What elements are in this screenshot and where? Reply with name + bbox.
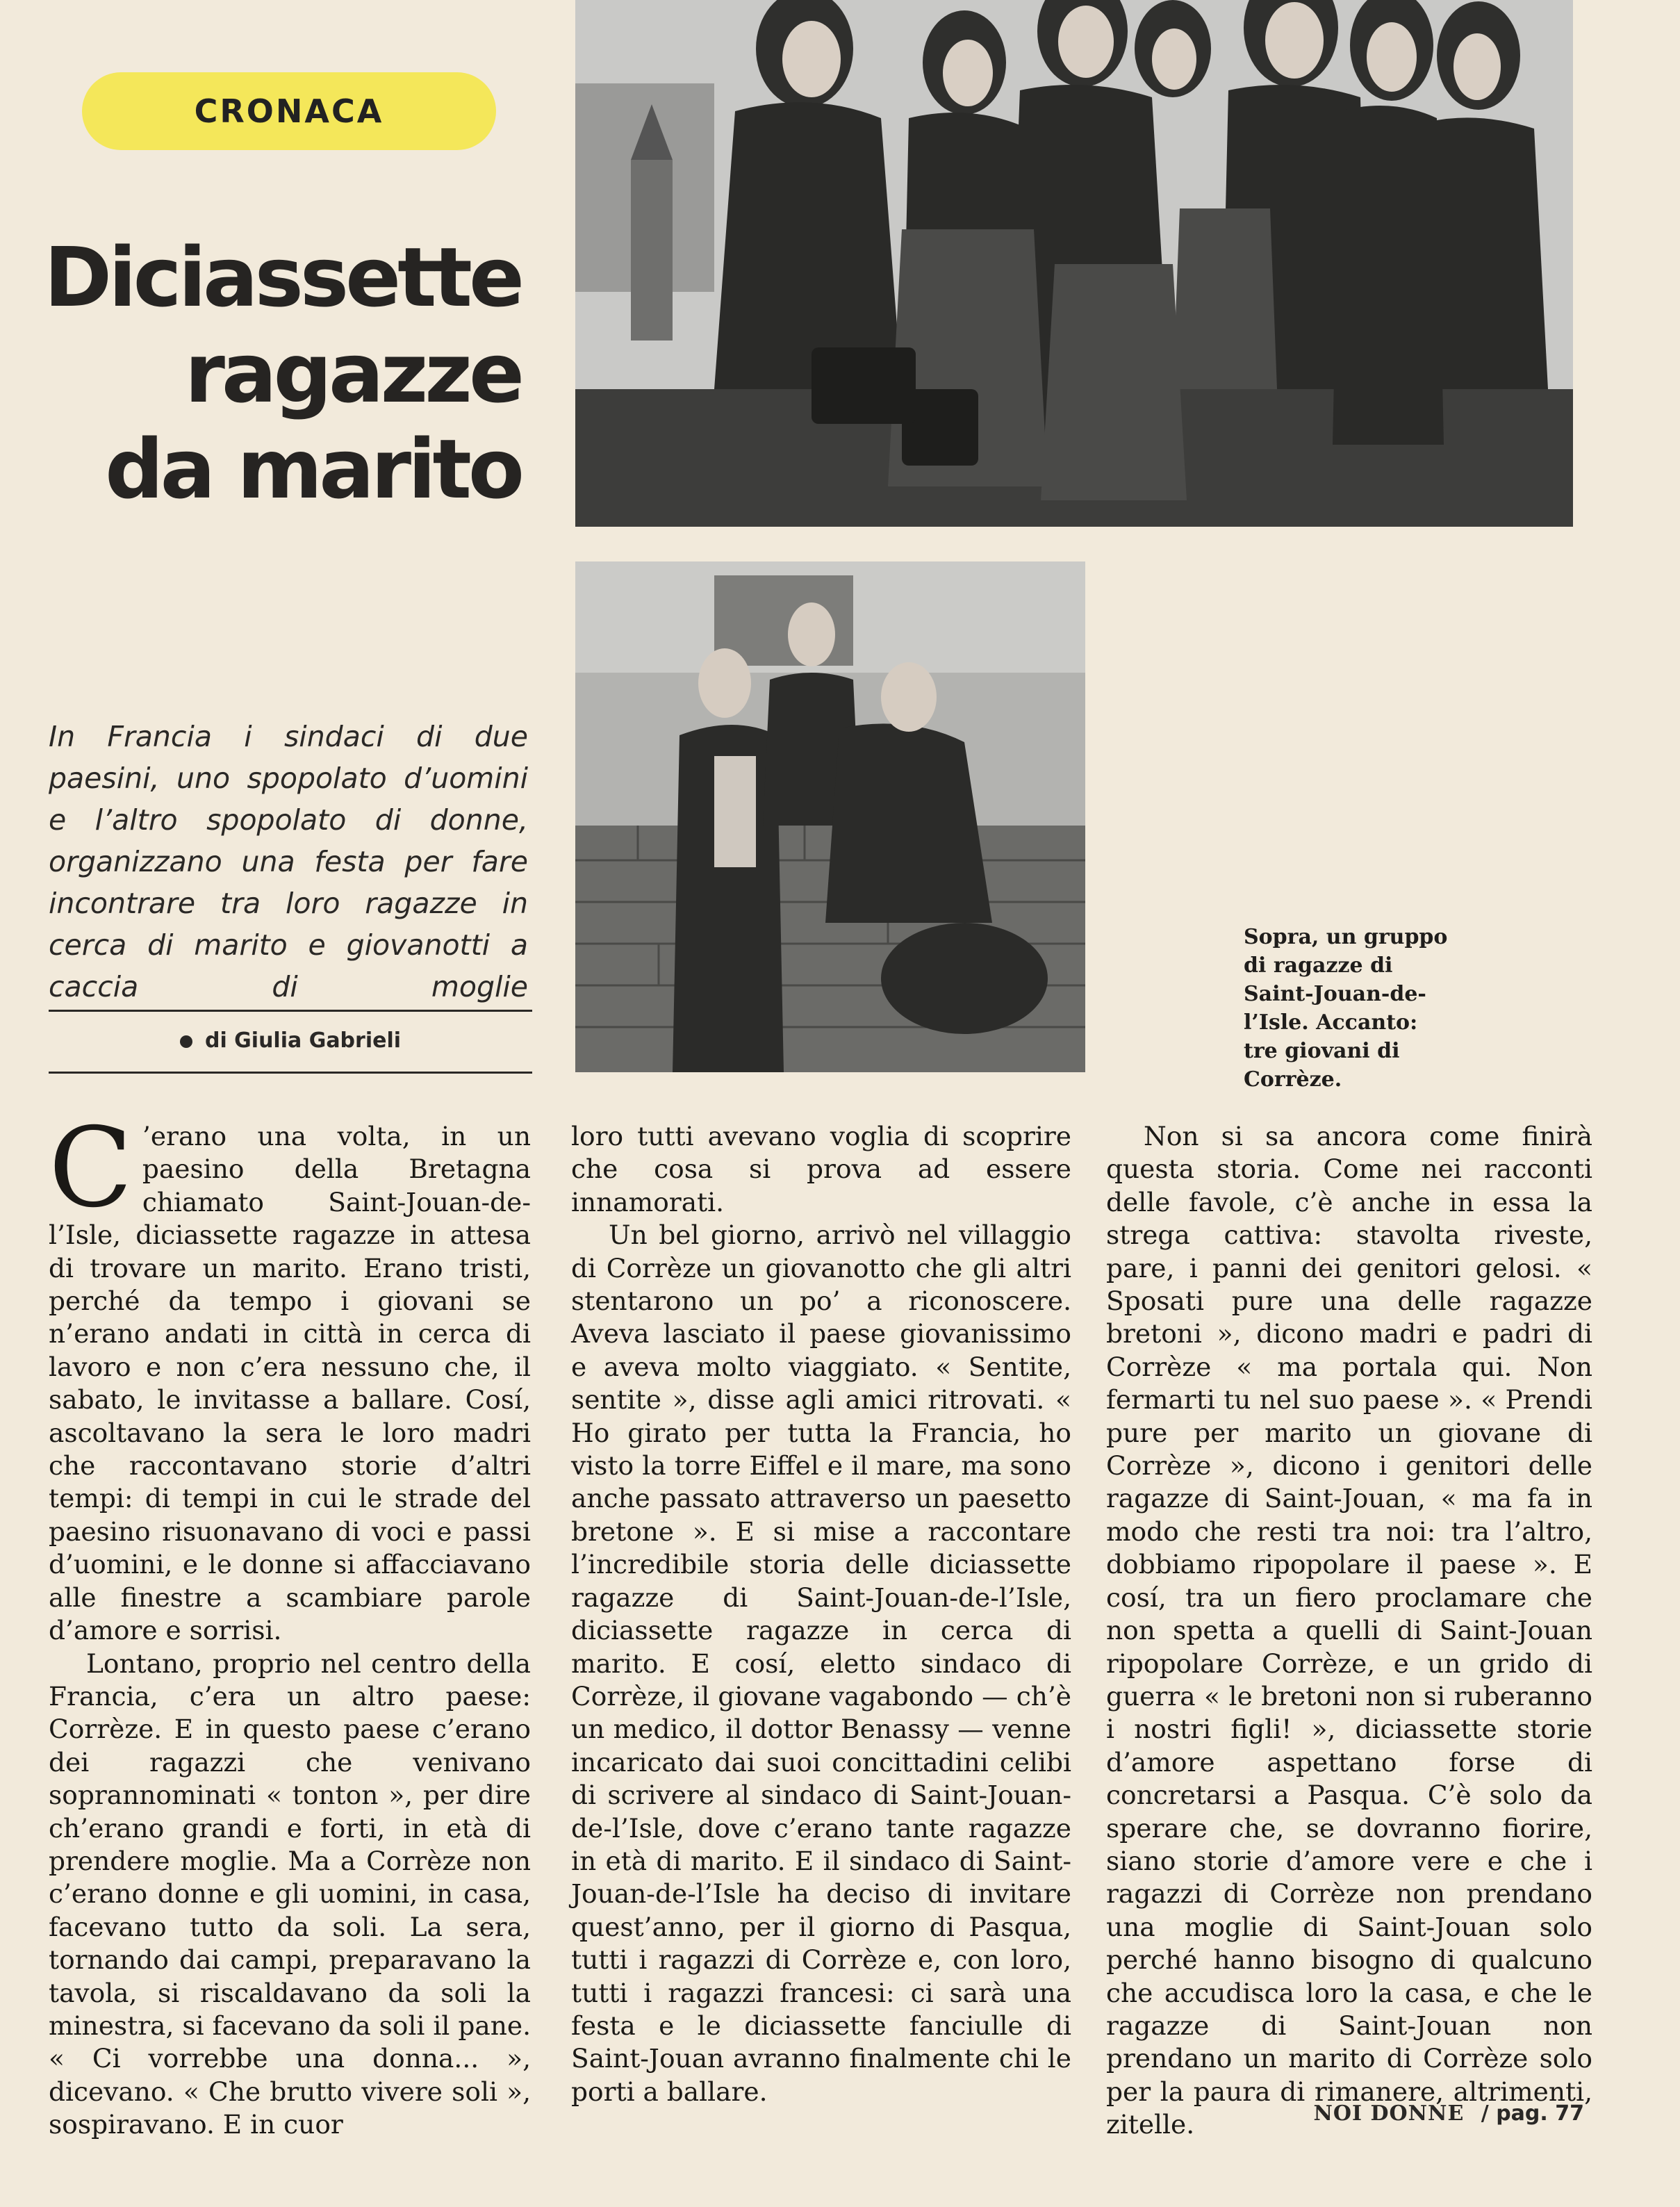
photo-caption: Sopra, un gruppo di ragazze di Saint-Jouan-de-l’Isle. Accanto: tre giovani di Corrèze. <box>1244 925 1448 1092</box>
photo-three-young-men <box>575 561 1085 1072</box>
section-badge <box>82 72 496 150</box>
divider-bottom <box>49 1072 532 1074</box>
article-column-1 <box>49 1104 531 2142</box>
paragraph: Non si sa ancora come finirà questa storia. Come nei racconti delle favole, c’è anche in essa la strega cattiva: stavolta riveste, pare, i panni dei genitori gelosi. « Sposati pure una delle ragazze bretoni », dicono madri e padri di Corrèze « ma portala qui. Non fermarti tu nel suo paese ». « Prendi pure per marito un giovane di Corrèze », dicono i genitori delle ragazze di Saint-Jouan, « ma fa in modo che resti tra noi: tra l’altro, dobbiamo ripopolare il paese ». E cosí, tra un fiero proclamare che non spetta a quelli di Saint-Jouan ripopolare Corrèze, e un grido di guerra « le bretoni non si ruberanno i nostri figli! », diciassette storie d’amore aspettano forse di concretarsi a Pasqua. C’è solo da sperare che, se dovranno fiorire, siano storie d’amore vere e che i ragazzi di Corrèze non prendano una moglie di Saint-Jouan solo perché hanno bisogno di qualcuno che accudisca loro la casa, e che le ragazze di Saint-Jouan non prendano un marito di Corrèze solo per la paura di rimanere, altrimenti, zitelle. <box>1106 1121 1592 2140</box>
paragraph: loro tutti avevano voglia di scoprire che cosa si prova ad essere innamorati. <box>571 1121 1071 1217</box>
footer-separator: / <box>1481 2101 1489 2126</box>
paragraph: Lontano, proprio nel centro della Francia, c’era un altro paese: Corrèze. E in questo paese c’erano dei ragazzi che venivano soprannominati « tonton », per dire ch’erano grandi e forti, in età di prendere moglie. Ma a Corrèze non c’erano donne e gli uomini, in casa, facevano tutto da soli. La sera, tornando dai campi, preparavano la tavola, si riscaldavano da soli la minestra, si facevano da soli il pane. « Ci vorrebbe una donna... », dicevano. « Che brutto vivere soli », sospiravano. E in cuor <box>49 1648 531 2140</box>
photo-group-of-girls <box>575 0 1573 527</box>
paragraph: Un bel giorno, arrivò nel villaggio di Corrèze un giovanotto che gli altri stentarono un po’ a riconoscere. Aveva lasciato il paese giovanissimo e aveva molto viaggiato. « Sentite, sentite », disse agli amici ritrovati. « Ho girato per tutta la Francia, ho visto la torre Eiffel e il mare, ma sono anche passato attraverso un paesetto bretone ». E si mise a raccontare l’incredibile storia delle diciassette ragazze di Saint-Jouan-de-l’Isle, diciassette ragazze in cerca di marito. E cosí, eletto sindaco di Corrèze, il giovane vagabondo — ch’è un medico, il dottor Benassy — venne incaricato dai suoi concittadini celibi di scrivere al sindaco di Saint-Jouan-de-l’Isle, dove c’erano tante ragazze in età di marito. E il sindaco di Saint-Jouan-de-l’Isle ha deciso di invitare quest’anno, per il giorno di Pasqua, tutti i ragazzi di Corrèze e, con loro, tutti i ragazzi francesi: ci sarà una festa e le diciassette fanciulle di Saint-Jouan avranno finalmente chi le porti a ballare. <box>571 1220 1071 2107</box>
paragraph-text: ’erano una volta, in un paesino della Bretagna chiamato Saint-Jouan-de-l’Isle, diciassette ragazze in attesa di trovare un marito. Erano tristi, perché da tempo i giovani se n’erano andati in città in cerca di lavoro e non c’era nessuno che, il sabato, le invitasse a ballare. Cosí, ascoltavano la sera le loro madri che raccontavano storie d’altri tempi: di tempi in cui le strade del paesino risuonavano di voci e passi d’uomini, e le donne si affacciavano alle finestre a scambiare parole d’amore e sorrisi. <box>49 1121 531 1646</box>
divider-top <box>49 1010 532 1012</box>
headline: Diciassette ragazze da marito <box>44 229 521 517</box>
section-label: CRONACA <box>194 92 384 130</box>
photo-men-illustration <box>575 561 1085 1072</box>
magazine-name: NOI DONNE <box>1313 2101 1465 2126</box>
article-column-2 <box>571 1120 1071 2108</box>
page-footer <box>1306 2101 1584 2126</box>
byline <box>49 1028 532 1053</box>
article-column-3 <box>1106 1120 1592 2142</box>
page-number: pag. 77 <box>1496 2101 1584 2126</box>
bullet-icon <box>180 1035 192 1048</box>
photo-girls-illustration <box>575 0 1573 527</box>
standfirst: In Francia i sindaci di due paesini, uno spopolato d’uomini e l’altro spopolato di donne, organizzano una festa per fare incontrare tra loro ragazze in cerca di marito e giovanotti a caccia di moglie <box>49 720 528 1003</box>
paragraph <box>49 1104 531 1648</box>
byline-text: di Giulia Gabrieli <box>204 1028 402 1053</box>
drop-cap: C <box>49 1104 133 1232</box>
